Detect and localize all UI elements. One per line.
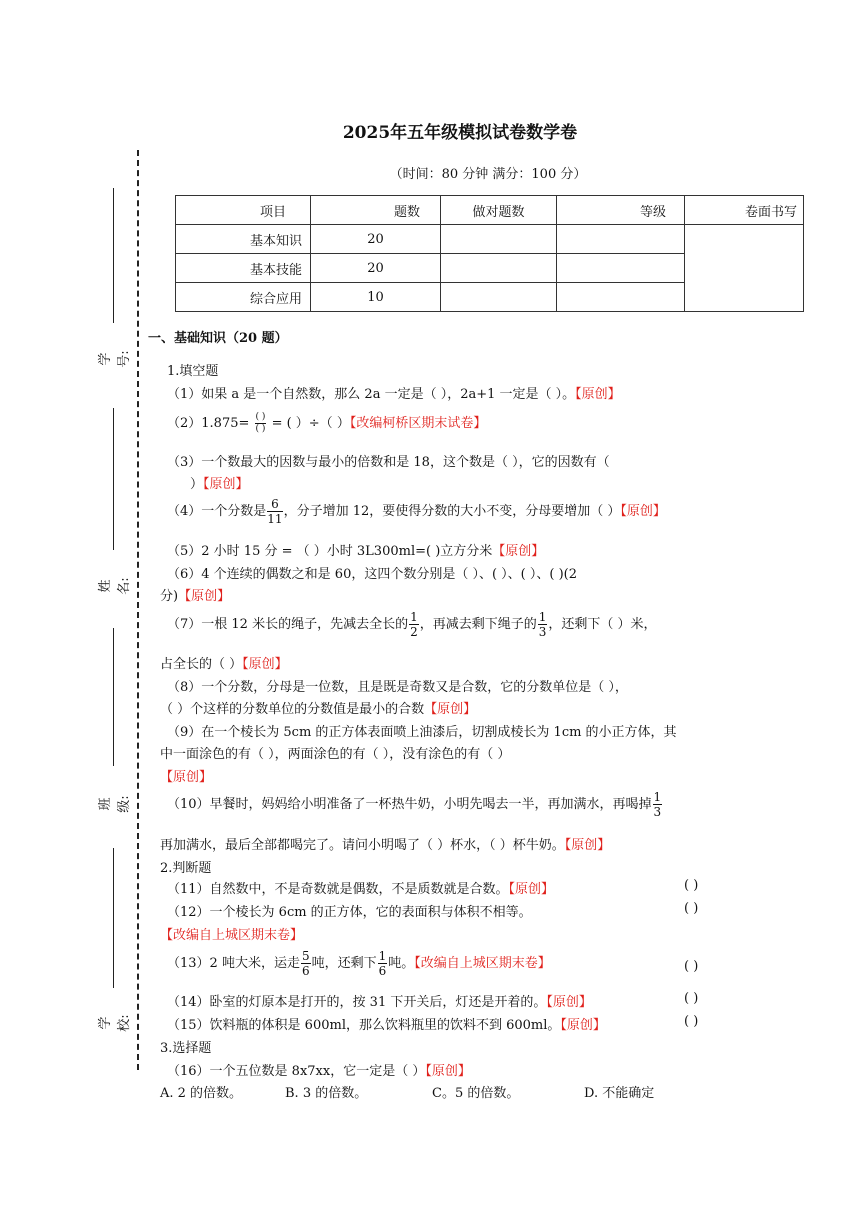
source-tag: 【改编自上城区期末卷】 bbox=[160, 928, 304, 943]
fraction-numerator: 1 bbox=[538, 610, 547, 624]
question-text: = ( ）÷（ ） bbox=[271, 416, 350, 431]
question-text: （13）2 吨大米，运走 bbox=[167, 956, 300, 971]
header-count: 题数 bbox=[311, 196, 441, 225]
question-text: （5）2 小时 15 分 = （ ）小时 3L300ml=( )立方分米 bbox=[167, 544, 493, 559]
question-text: （16）一个五位数是 8x7xx，它一定是（ ） bbox=[167, 1064, 426, 1079]
fraction-numerator: 1 bbox=[378, 949, 387, 963]
question-16 bbox=[167, 1060, 471, 1079]
table-header-row bbox=[176, 196, 804, 225]
student-id-line bbox=[113, 188, 114, 323]
row-correct-cell[interactable] bbox=[441, 225, 557, 254]
question-12: （12）一个棱长为 6cm 的正方体，它的表面积与体积不相等。 bbox=[167, 905, 532, 920]
question-text: ，分子增加 12，要使得分数的大小不变，分母要增加（ ） bbox=[283, 504, 621, 519]
fraction bbox=[409, 611, 419, 638]
student-id-label: 学号: bbox=[98, 350, 132, 368]
answer-paren[interactable]: ( ) bbox=[684, 878, 699, 893]
source-tag: 【原创】 bbox=[564, 838, 611, 853]
fraction-denominator: 3 bbox=[653, 805, 662, 819]
question-8-line2 bbox=[160, 698, 476, 717]
question-8-line1: （8）一个分数，分母是一位数，且是既是奇数又是合数，它的分数单位是（ ）， bbox=[167, 680, 628, 695]
source-tag: 【原创】 bbox=[492, 544, 545, 559]
exam-title: 2025年五年级模拟试卷数学卷 bbox=[342, 123, 578, 143]
row-correct-cell[interactable] bbox=[441, 254, 557, 283]
option-c[interactable]: C。5 的倍数。 bbox=[432, 1086, 520, 1101]
name-label: 姓名: bbox=[98, 577, 132, 595]
question-15 bbox=[167, 1014, 606, 1033]
question-text: 吨。 bbox=[388, 956, 415, 971]
question-text: 占全长的（ ） bbox=[160, 657, 243, 672]
answer-paren[interactable]: ( ) bbox=[684, 1014, 699, 1029]
source-tag: 【原创】 bbox=[620, 504, 666, 519]
question-text: （4）一个分数是 bbox=[167, 504, 267, 519]
fraction-numerator: ( ) bbox=[255, 412, 266, 422]
question-9-line1: （9）在一个棱长为 5cm 的正方体表面喷上油漆后，切割成棱长为 1cm 的小正方体，其 bbox=[167, 725, 677, 740]
source-tag: 【改编自上城区期末卷】 bbox=[414, 956, 551, 971]
school-line bbox=[113, 848, 114, 988]
question-5 bbox=[167, 540, 544, 559]
handwriting-cell[interactable] bbox=[685, 225, 804, 312]
source-tag: 【原创】 bbox=[508, 882, 555, 897]
source-tag: 【原创】 bbox=[575, 387, 621, 402]
fraction-denominator: 11 bbox=[267, 512, 283, 526]
row-item: 基本技能 bbox=[176, 254, 311, 283]
question-2 bbox=[167, 412, 486, 434]
row-item: 基本知识 bbox=[176, 225, 311, 254]
header-handwriting: 卷面书写 bbox=[685, 196, 804, 225]
header-item: 项目 bbox=[176, 196, 311, 225]
row-grade-cell[interactable] bbox=[557, 225, 685, 254]
header-grade: 等级 bbox=[557, 196, 685, 225]
part-fill-blank: 1.填空题 bbox=[167, 364, 219, 379]
question-text: ） bbox=[190, 477, 204, 492]
fraction-numerator: 1 bbox=[653, 790, 662, 804]
name-line bbox=[113, 408, 114, 550]
fraction-denominator: 6 bbox=[378, 964, 387, 978]
option-d[interactable]: D. 不能确定 bbox=[584, 1086, 655, 1101]
question-text: （14）卧室的灯原本是打开的，按 31 下开关后，灯还是开着的。 bbox=[167, 995, 547, 1010]
part-choice: 3.选择题 bbox=[160, 1041, 212, 1056]
fraction bbox=[378, 950, 388, 977]
row-grade-cell[interactable] bbox=[557, 254, 685, 283]
question-14 bbox=[167, 991, 592, 1010]
fraction-numerator: 6 bbox=[267, 498, 282, 512]
question-7-line2 bbox=[160, 653, 288, 672]
question-6-line1: （6）4 个连续的偶数之和是 60，这四个数分别是（ ）、( ）、( ）、( )(2 bbox=[167, 567, 578, 582]
answer-paren[interactable]: ( ) bbox=[684, 959, 699, 974]
fraction-denominator: 3 bbox=[538, 625, 547, 639]
question-10-line2 bbox=[160, 834, 610, 853]
source-tag: 【原创】 bbox=[560, 1018, 606, 1033]
question-10 bbox=[167, 791, 663, 818]
question-text: 再加满水，最后全部都喝完了。请问小明喝了（ ）杯水，（ ）杯牛奶。 bbox=[160, 838, 565, 853]
fraction-numerator: 5 bbox=[301, 949, 310, 963]
question-3-line1: （3）一个数最大的因数与最小的倍数和是 18，这个数是（ ），它的因数有（ bbox=[167, 455, 610, 470]
fraction-numerator: 1 bbox=[410, 610, 418, 624]
row-count: 10 bbox=[311, 283, 441, 312]
part-judgement: 2.判断题 bbox=[160, 861, 212, 876]
class-label: 班级: bbox=[98, 795, 132, 813]
source-tag: 【原创】 bbox=[424, 702, 477, 717]
score-table bbox=[175, 195, 804, 312]
source-tag: 【原创】 bbox=[242, 657, 288, 672]
question-11 bbox=[167, 878, 554, 897]
question-1 bbox=[167, 383, 621, 402]
row-item: 综合应用 bbox=[176, 283, 311, 312]
fraction-denominator: ( ) bbox=[255, 424, 266, 434]
question-7 bbox=[167, 611, 657, 638]
answer-paren[interactable]: ( ) bbox=[684, 991, 699, 1006]
question-text: ，还剩下（ ）米， bbox=[548, 617, 657, 632]
option-b[interactable]: B. 3 的倍数。 bbox=[285, 1086, 368, 1101]
fraction bbox=[301, 950, 311, 977]
source-tag: 【原创】 bbox=[425, 1064, 471, 1079]
question-text: （11）自然数中，不是奇数就是偶数，不是质数就是合数。 bbox=[167, 882, 509, 897]
question-text: （7）一根 12 米长的绳子，先减去全长的 bbox=[167, 617, 409, 632]
fraction-denominator: 2 bbox=[410, 625, 418, 639]
binding-dashed-line bbox=[137, 150, 139, 1070]
option-a[interactable]: A. 2 的倍数。 bbox=[160, 1086, 243, 1101]
row-count: 20 bbox=[311, 254, 441, 283]
fraction bbox=[267, 498, 282, 525]
source-tag: 【原创】 bbox=[178, 589, 231, 604]
header-correct: 做对题数 bbox=[441, 196, 557, 225]
fraction-denominator: 6 bbox=[301, 964, 310, 978]
source-tag: 【原创】 bbox=[546, 995, 592, 1010]
question-text: 吨，还剩下 bbox=[311, 956, 377, 971]
question-text: 分) bbox=[160, 589, 179, 604]
source-tag: 【改编柯桥区期末试卷】 bbox=[349, 416, 487, 431]
row-correct-cell[interactable] bbox=[441, 283, 557, 312]
table-row bbox=[176, 225, 804, 254]
question-9-line2: 中一面涂色的有（ ），两面涂色的有（ ），没有涂色的有（ ） bbox=[160, 747, 511, 762]
question-text: ，再减去剩下绳子的 bbox=[419, 617, 537, 632]
section-heading: 一、基础知识（20 题） bbox=[148, 331, 288, 346]
answer-paren[interactable]: ( ) bbox=[684, 901, 699, 916]
row-count: 20 bbox=[311, 225, 441, 254]
question-text: （1）如果 a 是一个自然数，那么 2a 一定是（ ），2a+1 一定是（ ）。 bbox=[167, 387, 576, 402]
question-text: （10）早餐时，妈妈给小明准备了一杯热牛奶，小明先喝去一半，再加满水，再喝掉 bbox=[167, 797, 652, 812]
exam-subtitle: （时间：80 分钟 满分：100 分） bbox=[389, 167, 587, 182]
question-3-line2 bbox=[190, 473, 249, 492]
school-label: 学校: bbox=[98, 1014, 132, 1032]
class-line bbox=[113, 628, 114, 766]
source-tag: 【原创】 bbox=[203, 477, 249, 492]
question-text: （ ）个这样的分数单位的分数值是最小的合数 bbox=[160, 702, 425, 717]
question-6-line2 bbox=[160, 585, 230, 604]
question-13 bbox=[167, 950, 551, 977]
fraction bbox=[653, 791, 663, 818]
fraction bbox=[538, 611, 548, 638]
question-text: （15）饮料瓶的体积是 600ml，那么饮料瓶里的饮料不到 600ml。 bbox=[167, 1018, 561, 1033]
question-text: （2）1.875= bbox=[167, 416, 250, 431]
question-4 bbox=[167, 498, 666, 525]
source-tag: 【原创】 bbox=[160, 770, 213, 785]
fraction-blank[interactable] bbox=[255, 413, 267, 434]
row-grade-cell[interactable] bbox=[557, 283, 685, 312]
